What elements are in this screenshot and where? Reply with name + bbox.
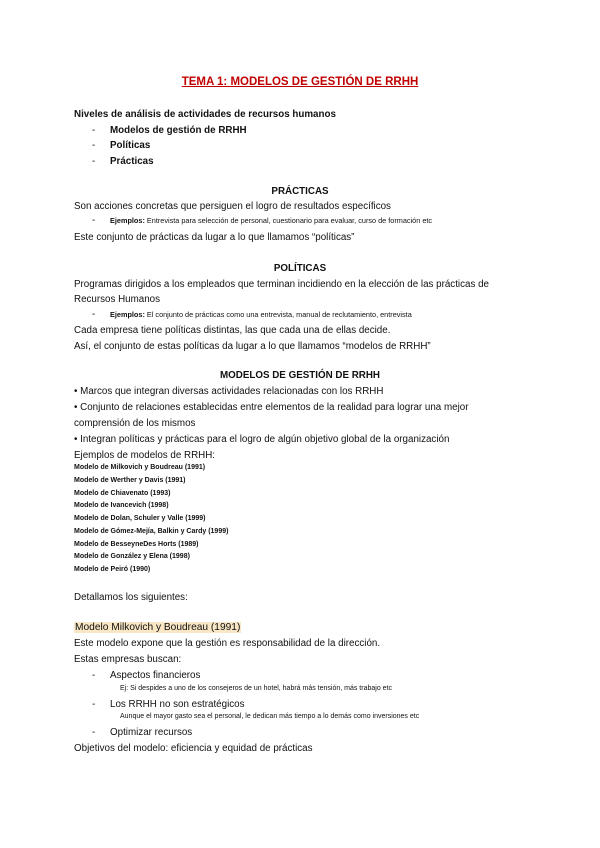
dash-marker: -	[92, 699, 96, 710]
milkovich-heading	[74, 622, 241, 633]
politicas-text: Así, el conjunto de estas políticas da lugar a lo que llamamos “modelos de RRHH”	[74, 341, 431, 352]
modelos-examples-intro: Ejemplos de modelos de RRHH:	[74, 450, 216, 461]
model-list-item: Modelo de Gómez-Mejía, Balkin y Cardy (1999)	[74, 528, 229, 535]
milkovich-note: Ej: Si despides a uno de los consejeros de un hotel, habrá más tensión, más trabajo etc	[120, 685, 392, 692]
milkovich-item: Aspectos financieros	[110, 670, 201, 681]
practicas-example	[110, 216, 432, 225]
dash-marker: -	[92, 215, 96, 226]
page-title: TEMA 1: MODELOS DE GESTIÓN DE RRHH	[181, 76, 419, 88]
practicas-text: Este conjunto de prácticas da lugar a lo que llamamos “políticas”	[74, 232, 355, 243]
dash-marker: -	[92, 727, 96, 738]
model-list-item: Modelo de Ivancevich (1998)	[74, 502, 169, 509]
model-list-item: Modelo de Werther y Davis (1991)	[74, 477, 186, 484]
model-list-item: Modelo de Milkovich y Boudreau (1991)	[74, 464, 206, 471]
model-list-item: Modelo de González y Elena (1998)	[74, 553, 190, 560]
dash-marker: -	[92, 156, 96, 167]
dash-marker: -	[92, 670, 96, 681]
milkovich-note: Aunque el mayor gasto sea el personal, le dedican más tiempo a lo demás como inversiones etc	[120, 713, 420, 720]
politicas-text: Programas dirigidos a los empleados que terminan incidiendo en la elección de las prácticas de	[74, 279, 489, 290]
intro-item: Prácticas	[110, 156, 154, 167]
modelos-bullet: • Marcos que integran diversas actividades relacionadas con los RRHH	[74, 386, 384, 397]
model-list-item: Modelo de Chiavenato (1993)	[74, 490, 171, 497]
modelos-bullet: • Conjunto de relaciones establecidas entre elementos de la realidad para lograr una mejor	[74, 402, 469, 413]
politicas-example	[110, 310, 412, 319]
intro-item: Políticas	[110, 140, 151, 151]
example-text: Entrevista para selección de personal, cuestionario para evaluar, curso de formación etc	[146, 216, 433, 225]
intro-item: Modelos de gestión de RRHH	[110, 125, 247, 136]
milkovich-heading-text: Modelo Milkovich y Boudreau (1991)	[75, 622, 241, 633]
milkovich-text: Este modelo expone que la gestión es responsabilidad de la dirección.	[74, 638, 381, 649]
dash-marker: -	[92, 125, 96, 136]
politicas-text: Recursos Humanos	[74, 294, 161, 305]
modelos-bullet: • Integran políticas y prácticas para el logro de algún objetivo global de la organización	[74, 434, 450, 445]
example-text: El conjunto de prácticas como una entrevista, manual de reclutamiento, entrevista	[146, 310, 412, 319]
model-list-item: Modelo de Peiró (1990)	[74, 566, 151, 573]
milkovich-text: Estas empresas buscan:	[74, 654, 182, 665]
politicas-heading: POLÍTICAS	[273, 263, 327, 274]
example-label: Ejemplos:	[110, 310, 145, 319]
model-list-item: Modelo de Dolan, Schuler y Valle (1999)	[74, 515, 206, 522]
practicas-heading: PRÁCTICAS	[271, 186, 329, 197]
dash-marker: -	[92, 140, 96, 151]
example-label: Ejemplos:	[110, 216, 145, 225]
milkovich-item: Optimizar recursos	[110, 727, 193, 738]
milkovich-objectives: Objetivos del modelo: eficiencia y equidad de prácticas	[74, 743, 313, 754]
dash-marker: -	[92, 309, 96, 320]
politicas-text: Cada empresa tiene políticas distintas, las que cada una de ellas decide.	[74, 325, 391, 336]
model-list-item: Modelo de BesseyneDes Horts (1989)	[74, 541, 199, 548]
milkovich-item: Los RRHH no son estratégicos	[110, 699, 245, 710]
modelos-bullet-continued: comprensión de los mismos	[74, 418, 196, 429]
modelos-heading: MODELOS DE GESTIÓN DE RRHH	[219, 370, 381, 381]
practicas-text: Son acciones concretas que persiguen el logro de resultados específicos	[74, 201, 391, 212]
detail-intro: Detallamos los siguientes:	[74, 592, 188, 603]
intro-heading: Niveles de análisis de actividades de recursos humanos	[74, 109, 336, 120]
